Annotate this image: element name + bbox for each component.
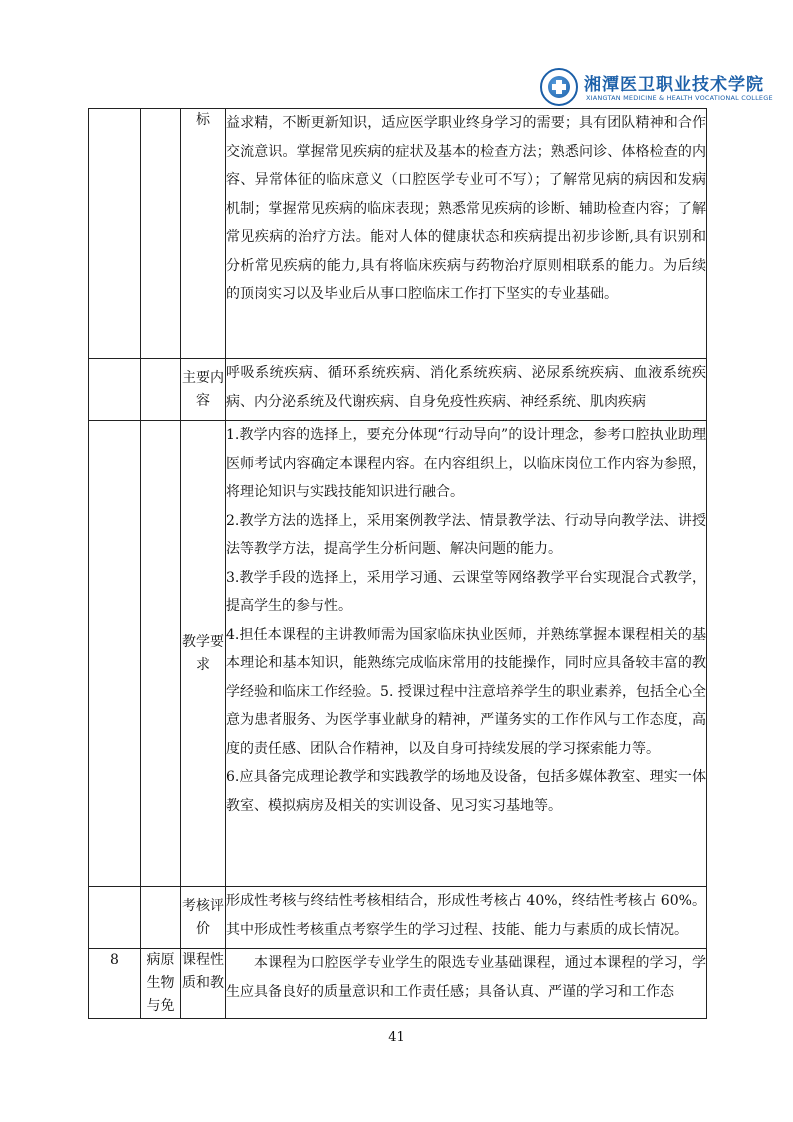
college-logo (540, 68, 773, 108)
course-number: 8 (89, 949, 141, 1019)
objectives-text: 益求精，不断更新知识，适应医学职业终身学习的需要；具有团队精神和合作交流意识。掌握常见疾病的症状及基本的检查方法；熟悉问诊、体格检查的内容、异常体征的临床意义（口腔医学专业可不写）；了解常见病的病因和发病机制；掌握常见疾病的临床表现；熟悉常见疾病的诊断、辅助检查内容；了解常见疾病的治疗方法。能对人体的健康状态和疾病提出初步诊断,具有识别和分析常见疾病的能力,具有将临床疾病与药物治疗原则相联系的能力。为后续的顶岗实习以及毕业后从事口腔临床工作打下坚实的专业基础。 (226, 109, 707, 359)
course-name-cell (141, 887, 181, 949)
course-name-cell (141, 359, 181, 421)
page-number: 41 (388, 1030, 405, 1045)
number-cell (89, 359, 141, 421)
requirements-text (226, 421, 707, 887)
content-text: 呼吸系统疾病、循环系统疾病、消化系统疾病、泌尿系统疾病、血液系统疾病、内分泌系统及代谢疾病、自身免疫性疾病、神经系统、肌肉疾病 (226, 359, 707, 421)
number-cell (89, 421, 141, 887)
row-label-assessment: 考核评价 (181, 887, 226, 949)
table-row-content (89, 359, 707, 421)
row-label-requirements: 教学要求 (181, 421, 226, 887)
requirement-paragraph: 3.教学手段的选择上，采用学习通、云课堂等网络教学平台实现混合式教学，提高学生的参与性。 (226, 569, 706, 614)
assessment-text: 形成性考核与终结性考核相结合，形成性考核占 40%，终结性考核占 60%。其中形成性考核重点考察学生的学习过程、技能、能力与素质的成长情况。 (226, 887, 707, 949)
college-emblem-icon (540, 68, 578, 106)
row-label-content: 主要内容 (181, 359, 226, 421)
course-name-cell (141, 421, 181, 887)
requirement-paragraph: 4.担任本课程的主讲教师需为国家临床执业医师，并熟练掌握本课程相关的基本理论和基本知识，能熟练完成临床常用的技能操作，同时应具备较丰富的教学经验和临床工作经验。5. 授课过程中注意培养学生的职业素养，包括全心全意为患者服务、为医学事业献身的精神，严谨务实的工作作风与工作态度，高度的责任感、团队合作精神，以及自身可持续发展的学习探索能力等。 (226, 626, 706, 757)
requirement-paragraph: 2.教学方法的选择上，采用案例教学法、情景教学法、行动导向教学法、讲授法等教学方法，提高学生分析问题、解决问题的能力。 (226, 512, 706, 557)
row-label-objectives: 标 (181, 109, 226, 359)
number-cell (89, 887, 141, 949)
requirement-paragraph: 6.应具备完成理论教学和实践教学的场地及设备，包括多媒体教室、理实一体教室、模拟病房及相关的实训设备、见习实习基地等。 (226, 769, 706, 814)
logo-subtitle: XIANGTAN MEDICINE & HEALTH VOCATIONAL COLLEGE (586, 94, 773, 102)
row-label-nature: 课程性质和教 (181, 949, 226, 1019)
requirement-paragraph: 1.教学内容的选择上，要充分体现“行动导向”的设计理念，参考口腔执业助理医师考试内容确定本课程内容。在内容组织上，以临床岗位工作内容为参照，将理论知识与实践技能知识进行融合。 (226, 427, 706, 500)
table-row-assessment (89, 887, 707, 949)
logo-text: 湘潭医卫职业技术学院 (584, 75, 764, 95)
table-row-requirements (89, 421, 707, 887)
course-name-cell (141, 109, 181, 359)
course-name: 病原生物与免 (141, 949, 181, 1019)
course-nature-text: 本课程为口腔医学专业学生的限选专业基础课程，通过本课程的学习，学生应具备良好的质量意识和工作责任感；具备认真、严谨的学习和工作态 (226, 949, 707, 1019)
number-cell (89, 109, 141, 359)
course-table (88, 108, 707, 1019)
table-row-next-course (89, 949, 707, 1019)
table-row-objectives-cont (89, 109, 707, 359)
